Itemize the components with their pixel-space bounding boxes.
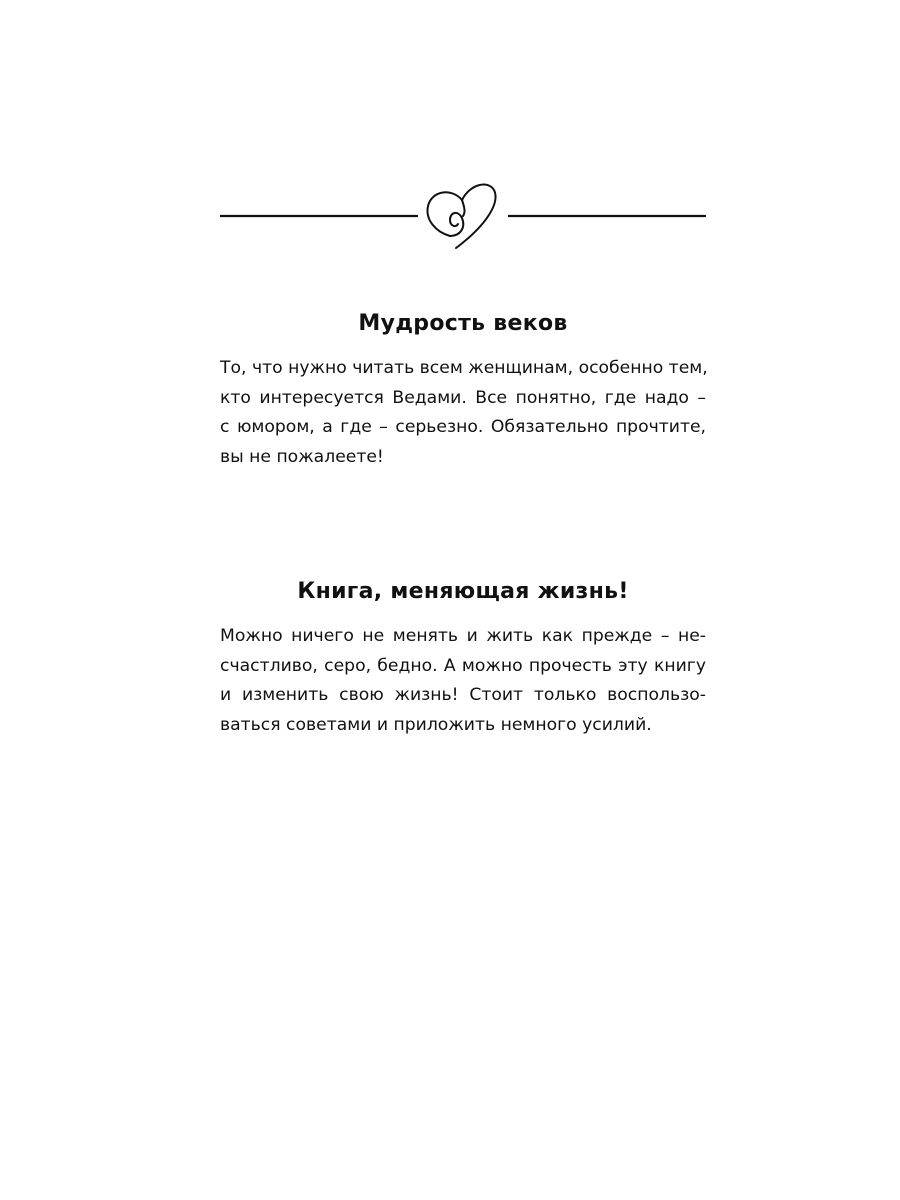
section-heading: Мудрость веков — [358, 311, 568, 336]
section-life-changing-book — [220, 576, 706, 740]
heart-flourish-icon — [428, 185, 496, 248]
paragraph-line: с юмором, а где – серьезно. Обязательно прочтите, — [220, 417, 706, 437]
paragraph-line: и изменить свою жизнь! Стоит только воспользо- — [220, 685, 706, 705]
section-heading: Книга, меняющая жизнь! — [297, 579, 629, 604]
review-paragraph — [220, 622, 706, 740]
paragraph-line: вы не пожалеете! — [220, 446, 384, 467]
heart-divider-ornament — [0, 170, 900, 260]
paragraph-line: ваться советами и приложить немного усилий. — [220, 714, 652, 735]
paragraph-line: счастливо, серо, бедно. А можно прочесть эту книгу — [220, 655, 706, 676]
paragraph-line: кто интересуется Ведами. Все понятно, где надо – — [220, 387, 706, 408]
section-wisdom-of-ages — [220, 308, 706, 472]
paragraph-line: Можно ничего не менять и жить как прежде – не- — [220, 626, 706, 646]
paragraph-line: То, что нужно читать всем женщинам, особенно тем, — [220, 358, 708, 378]
review-paragraph — [220, 354, 706, 472]
